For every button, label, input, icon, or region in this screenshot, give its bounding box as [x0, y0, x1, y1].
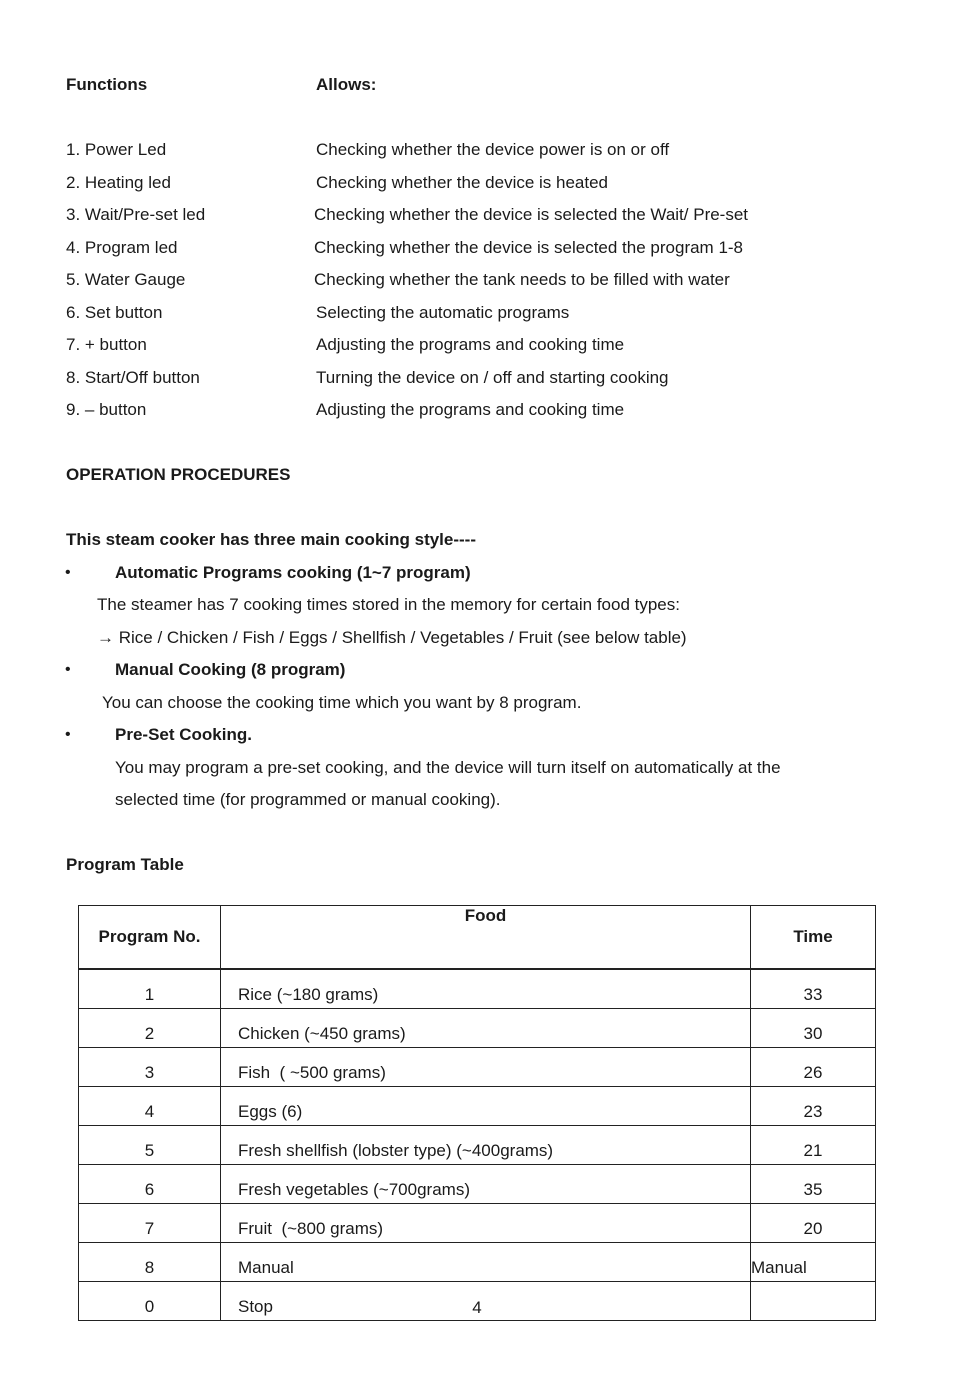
preset-cooking-text: You may program a pre-set cooking, and the device will turn itself on automatically at the	[115, 758, 781, 777]
table-row	[79, 1126, 876, 1165]
program-time: 20	[751, 1204, 876, 1243]
program-time: 21	[751, 1126, 876, 1165]
program-no-header: Program No.	[79, 906, 221, 970]
function-name: 7. + button	[66, 335, 147, 354]
program-number: 5	[79, 1126, 221, 1165]
table-row	[79, 1009, 876, 1048]
function-name: 1. Power Led	[66, 140, 167, 159]
function-description: Turning the device on / off and starting cooking	[316, 368, 669, 387]
function-name: 5. Water Gauge	[66, 270, 186, 289]
automatic-programs-title: Automatic Programs cooking (1~7 program)	[115, 563, 471, 582]
program-time: Manual	[751, 1243, 876, 1282]
program-number: 6	[79, 1165, 221, 1204]
automatic-programs-text: The steamer has 7 cooking times stored in the memory for certain food types:	[97, 595, 680, 614]
function-name: 4. Program led	[66, 238, 178, 257]
function-name: 6. Set button	[66, 303, 163, 322]
program-food: Chicken (~450 grams)	[221, 1009, 751, 1048]
function-description: Checking whether the device is selected the Wait/ Pre-set	[314, 205, 749, 224]
program-number: 4	[79, 1087, 221, 1126]
table-row	[79, 1048, 876, 1087]
function-name: 9. – button	[66, 400, 147, 419]
program-time: 33	[751, 969, 876, 1009]
bullet-icon: •	[65, 726, 71, 743]
function-description: Checking whether the tank needs to be filled with water	[314, 270, 730, 289]
table-row	[79, 969, 876, 1009]
program-number: 2	[79, 1009, 221, 1048]
preset-cooking-text: selected time (for programmed or manual cooking).	[115, 790, 501, 809]
function-name: 2. Heating led	[66, 173, 171, 192]
program-number: 7	[79, 1204, 221, 1243]
preset-cooking-title: Pre-Set Cooking.	[115, 725, 252, 744]
program-table-title: Program Table	[66, 855, 184, 874]
program-time: 26	[751, 1048, 876, 1087]
program-table	[78, 905, 876, 1321]
function-description: Adjusting the programs and cooking time	[316, 400, 625, 419]
table-row	[79, 1165, 876, 1204]
function-description: Checking whether the device power is on or off	[316, 140, 670, 159]
function-name: 3. Wait/Pre-set led	[66, 205, 206, 224]
program-time: 35	[751, 1165, 876, 1204]
page-number: 4	[472, 1298, 482, 1317]
food-header: Food	[221, 906, 751, 970]
program-number: 8	[79, 1243, 221, 1282]
program-food: Fish ( ~500 grams)	[221, 1048, 751, 1087]
table-row	[79, 1204, 876, 1243]
table-header-row	[79, 906, 876, 970]
bullet-icon: •	[65, 661, 71, 678]
functions-header: Functions	[66, 75, 148, 94]
function-description: Selecting the automatic programs	[316, 303, 570, 322]
program-time: 30	[751, 1009, 876, 1048]
program-food: Stop	[221, 1282, 751, 1321]
program-food: Rice (~180 grams)	[221, 969, 751, 1009]
program-food: Manual	[221, 1243, 751, 1282]
function-description: Adjusting the programs and cooking time	[316, 335, 625, 354]
allows-header: Allows:	[316, 75, 377, 94]
program-time: 23	[751, 1087, 876, 1126]
bullet-icon: •	[65, 564, 71, 581]
table-row	[79, 1243, 876, 1282]
program-number: 3	[79, 1048, 221, 1087]
table-row	[79, 1087, 876, 1126]
function-name: 8. Start/Off button	[66, 368, 200, 387]
operation-heading: OPERATION PROCEDURES	[66, 465, 291, 484]
manual-cooking-title: Manual Cooking (8 program)	[115, 660, 346, 679]
program-food: Fruit (~800 grams)	[221, 1204, 751, 1243]
time-header: Time	[751, 906, 876, 970]
manual-cooking-text: You can choose the cooking time which you want by 8 program.	[102, 693, 582, 712]
program-food: Eggs (6)	[221, 1087, 751, 1126]
program-number: 1	[79, 969, 221, 1009]
function-description: Checking whether the device is heated	[316, 173, 609, 192]
program-food: Fresh shellfish (lobster type) (~400grams)	[221, 1126, 751, 1165]
function-description: Checking whether the device is selected the program 1-8	[314, 238, 744, 257]
program-food: Fresh vegetables (~700grams)	[221, 1165, 751, 1204]
program-number: 0	[79, 1282, 221, 1321]
cooking-styles-intro: This steam cooker has three main cooking style----	[66, 530, 477, 549]
food-types-list: → Rice / Chicken / Fish / Eggs / Shellfish / Vegetables / Fruit (see below table)	[97, 628, 687, 647]
